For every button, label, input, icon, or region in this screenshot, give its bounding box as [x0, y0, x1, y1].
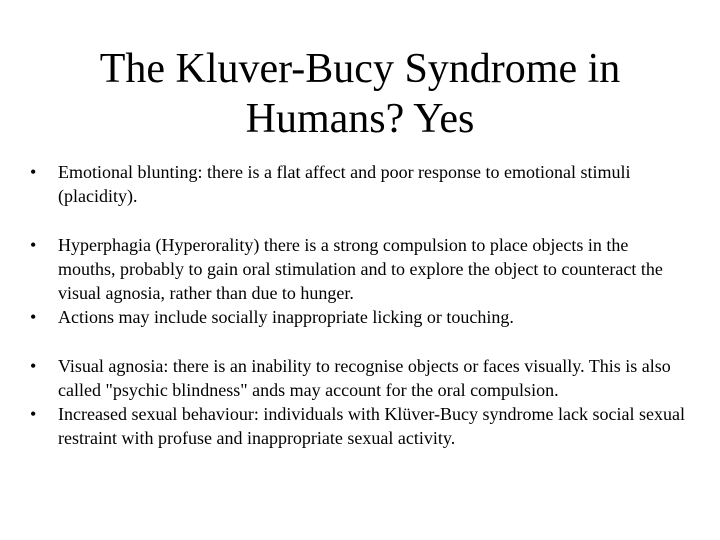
bullet-item [30, 354, 690, 402]
slide-title [60, 44, 660, 144]
bullet-marker: • [30, 235, 37, 255]
bullet-marker: • [30, 404, 37, 424]
bullet-text: Hyperphagia (Hyperorality) there is a strong compulsion to place objects in the mouths, probably to gain oral stimulation and to explore the object to counteract the visual agnosia, rather than due to hunger. [58, 235, 663, 303]
bullet-text: Increased sexual behaviour: individuals with Klüver-Bucy syndrome lack social sexual restraint with profuse and inappropriate sexual activity. [58, 404, 685, 448]
slide-title-line-1: The Kluver-Bucy Syndrome in [99, 46, 621, 92]
bullet-marker: • [30, 356, 37, 376]
bullet-marker: • [30, 307, 37, 327]
bullet-text: Actions may include socially inappropriate licking or touching. [58, 307, 514, 327]
bullet-item [30, 305, 690, 329]
slide-title-line-2: Humans? Yes [245, 96, 475, 142]
bullet-item [30, 160, 690, 208]
bullet-list [30, 160, 690, 450]
bullet-text: Visual agnosia: there is an inability to recognise objects or faces visually. This is also called "psychic blindness" ands may account for the oral compulsion. [58, 356, 671, 400]
bullet-item [30, 233, 690, 305]
bullet-text: Emotional blunting: there is a flat affect and poor response to emotional stimuli (placidity). [58, 162, 631, 206]
bullet-item [30, 402, 690, 450]
bullet-marker: • [30, 162, 37, 182]
